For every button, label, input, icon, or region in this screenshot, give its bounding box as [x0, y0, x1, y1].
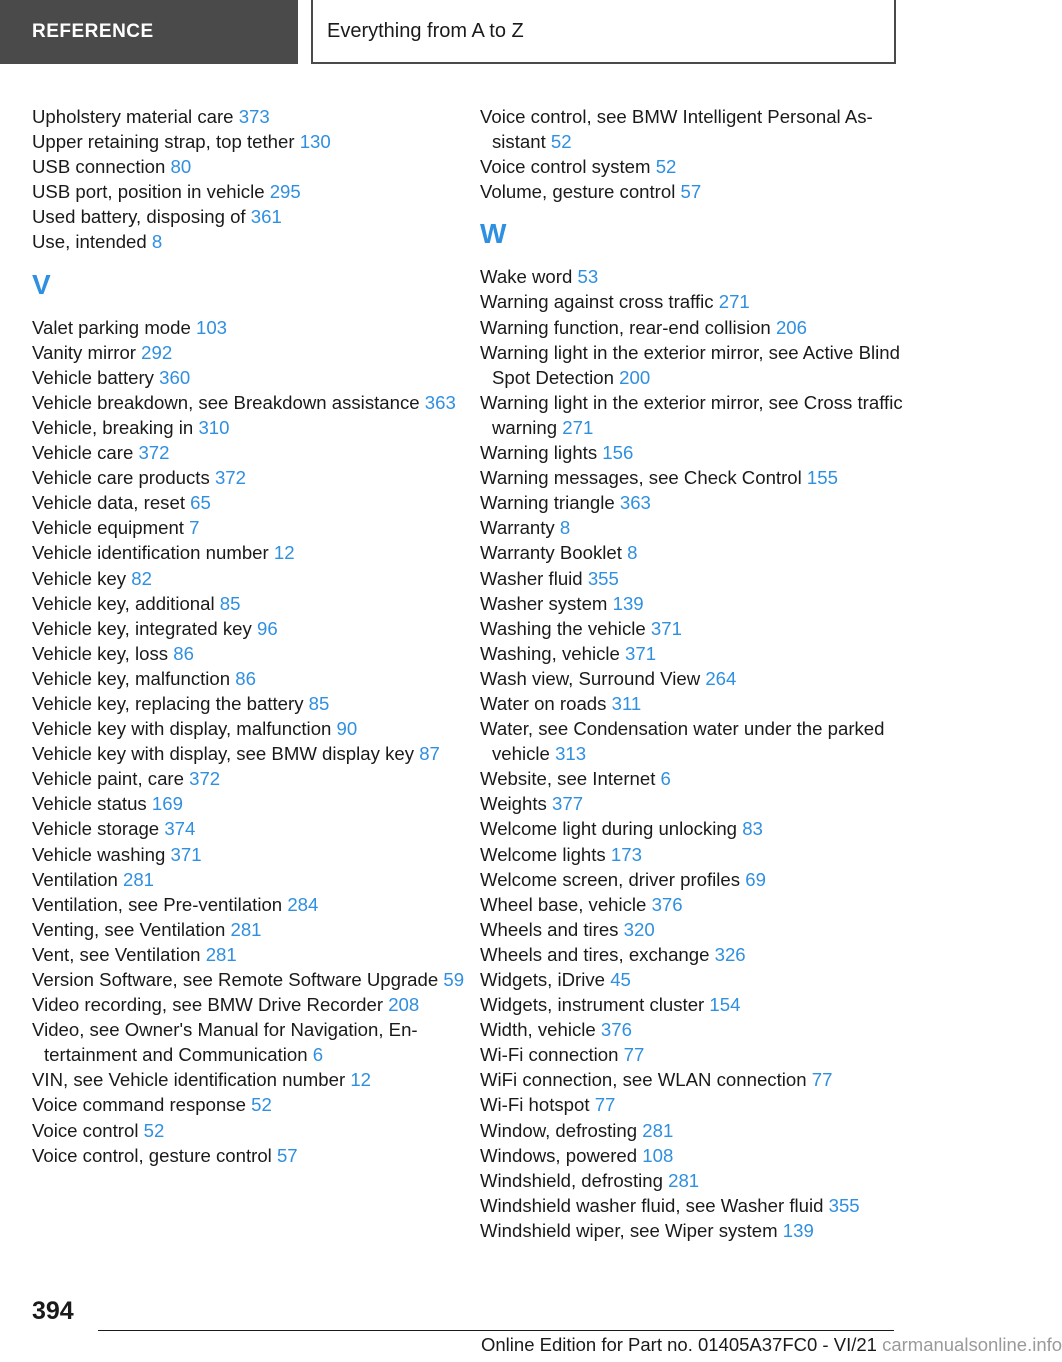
index-entry [480, 766, 920, 791]
index-page-link[interactable]: 271 [562, 416, 594, 438]
index-page-link[interactable]: 52 [251, 1094, 272, 1116]
index-entry-term: Vehicle key with display, see BMW display key [32, 743, 415, 765]
index-entry [480, 1168, 920, 1193]
index-entry-term: Warning function, rear-end collision [480, 316, 771, 338]
index-page-link[interactable]: 281 [230, 918, 262, 940]
index-page-link[interactable]: 86 [235, 667, 256, 689]
index-entry-term: Vehicle storage [32, 818, 160, 840]
index-page-link[interactable]: 281 [122, 868, 155, 890]
index-entry [480, 1218, 920, 1243]
index-entry-term: Use, intended [32, 231, 147, 253]
index-entry [480, 867, 920, 892]
index-page-link[interactable]: 108 [642, 1144, 674, 1166]
index-entry-term: Wheel base, vehicle [480, 893, 647, 915]
index-page-link[interactable]: 85 [308, 692, 330, 714]
index-entry-term: Washing the vehicle [480, 617, 646, 639]
index-page-link[interactable]: 284 [287, 893, 319, 915]
index-entry-term: Water, see Condensation water under the parked vehicle [480, 718, 885, 765]
index-entry-term: Washing, vehicle [480, 642, 620, 664]
index-entry [32, 741, 472, 766]
index-page-link[interactable]: 281 [642, 1119, 674, 1141]
index-page-link[interactable]: 295 [269, 181, 301, 203]
index-entry [480, 791, 920, 816]
edition-text: Online Edition for Part no. 01405A37FC0 - VI/21 [481, 1334, 877, 1355]
index-entry-term: Vehicle key, replacing the battery [32, 692, 304, 714]
section-label: REFERENCE [32, 21, 154, 42]
index-entry-term: Vehicle battery [32, 366, 154, 388]
index-entry [480, 992, 920, 1017]
index-entry-term: Version Software, see Remote Software Upgrade [32, 969, 439, 990]
index-entry [32, 566, 472, 591]
chapter-title: Everything from A to Z [327, 19, 524, 42]
index-entry-term: Vehicle key [32, 567, 127, 589]
index-page-link[interactable]: 377 [552, 793, 584, 815]
index-entry [32, 440, 472, 465]
index-page-link[interactable]: 139 [612, 592, 644, 614]
index-page-link[interactable]: 82 [131, 567, 152, 589]
index-entry [32, 365, 472, 390]
index-page-link[interactable]: 363 [619, 492, 651, 514]
index-entry [32, 942, 472, 967]
index-entry [480, 917, 920, 942]
index-entry [480, 1118, 920, 1143]
index-entry-term: Windshield washer fluid, see Washer fluid [480, 1194, 824, 1216]
index-page-link[interactable]: 264 [705, 667, 737, 689]
index-page-link[interactable]: 326 [714, 943, 746, 965]
index-page-link[interactable]: 77 [811, 1069, 833, 1091]
index-page-link[interactable]: 52 [550, 131, 572, 153]
index-entry [480, 289, 920, 314]
index-page-link[interactable]: 372 [189, 768, 221, 790]
index-entry [480, 264, 920, 289]
index-entry-term: Window, defrosting [480, 1119, 638, 1141]
index-page-link[interactable]: 360 [159, 366, 191, 388]
index-entry-term: Voice command response [32, 1094, 246, 1116]
index-page-link[interactable]: 355 [587, 567, 619, 589]
index-entry [32, 967, 472, 992]
index-entry-term: Voice control system [480, 156, 651, 178]
index-page-link[interactable]: 87 [419, 743, 440, 765]
index-entry [480, 942, 920, 967]
index-entry [32, 1143, 472, 1168]
index-page-link[interactable]: 59 [443, 969, 465, 990]
index-entry [32, 154, 472, 179]
index-page-link[interactable]: 6 [660, 768, 671, 790]
index-page-link[interactable]: 376 [600, 1019, 632, 1041]
index-page-link[interactable]: 372 [214, 467, 246, 489]
index-entry [480, 515, 920, 540]
index-page-link[interactable]: 200 [619, 366, 651, 388]
index-page-link[interactable]: 373 [238, 106, 270, 127]
index-entry [480, 1193, 920, 1218]
index-entry [480, 967, 920, 992]
index-entry [32, 540, 472, 565]
index-page-link[interactable]: 376 [651, 893, 683, 915]
index-entry [32, 1092, 472, 1117]
index-entry [32, 691, 472, 716]
index-entry-term: Welcome screen, driver profiles [480, 868, 741, 890]
index-page-link[interactable]: 271 [718, 291, 750, 313]
index-entry-term: Valet parking mode [32, 316, 191, 338]
index-page-link[interactable]: 156 [602, 442, 634, 464]
index-entry [480, 490, 920, 515]
index-page-link[interactable]: 6 [312, 1044, 324, 1066]
index-entry-term: Wi-Fi hotspot [480, 1094, 590, 1116]
index-entry [32, 104, 472, 129]
index-entry [32, 641, 472, 666]
index-entry [32, 992, 472, 1017]
index-page-link[interactable]: 310 [198, 416, 230, 438]
index-entry [32, 465, 472, 490]
index-page-link[interactable]: 12 [350, 1069, 372, 1091]
index-page-link[interactable]: 139 [782, 1219, 814, 1241]
index-entry-term: Widgets, iDrive [480, 969, 606, 990]
index-page-link[interactable]: 313 [555, 743, 587, 765]
index-page-link[interactable]: 8 [627, 542, 638, 564]
index-page-link[interactable]: 363 [424, 391, 456, 413]
index-page-link[interactable]: 374 [164, 818, 196, 840]
index-entry [480, 1042, 920, 1067]
index-entry-term: Video, see Owner's Manual for Navigation, Entertainment and Communication [32, 1019, 418, 1066]
index-entry [480, 1067, 920, 1092]
index-page-link[interactable]: 96 [256, 617, 278, 639]
index-entry [480, 179, 920, 204]
index-entry [32, 315, 472, 340]
index-entry-term: Wi-Fi connection [480, 1044, 619, 1066]
index-entry [480, 340, 920, 390]
index-entry [480, 641, 920, 666]
index-entry [32, 229, 472, 254]
index-entry [32, 515, 472, 540]
index-entry [32, 816, 472, 841]
index-entry [480, 1143, 920, 1168]
index-entry-term: Width, vehicle [480, 1019, 596, 1041]
index-entry [32, 892, 472, 917]
index-entry [480, 591, 920, 616]
index-letter-heading: V [32, 268, 51, 300]
index-entry [480, 154, 920, 179]
index-page-link[interactable]: 372 [138, 442, 170, 464]
index-entry [480, 842, 920, 867]
index-entry-term: Voice control [32, 1119, 139, 1141]
index-entry-term: Wake word [480, 266, 573, 288]
index-entry-term: Vehicle care products [32, 467, 210, 489]
index-page-link[interactable]: 130 [299, 131, 331, 153]
index-page-link[interactable]: 208 [388, 994, 420, 1016]
index-entry [32, 415, 472, 440]
footer-edition [481, 1334, 1062, 1356]
index-page-link[interactable]: 8 [559, 517, 571, 539]
index-entry-term: Voice control, gesture control [32, 1144, 272, 1166]
watermark-text: carmanualsonline.info [882, 1334, 1062, 1355]
index-page-link[interactable]: 45 [610, 969, 631, 990]
index-entry-term: Warning light in the exterior mirror, see Active Blind Spot Detection [480, 341, 900, 388]
index-entry [32, 1017, 472, 1067]
index-entry [32, 666, 472, 691]
index-page-link[interactable]: 7 [189, 517, 200, 539]
index-entry-term: Warning against cross traffic [480, 291, 714, 313]
index-page-link[interactable]: 83 [742, 818, 763, 840]
index-entry-term: Vehicle care [32, 442, 134, 464]
index-entry [32, 591, 472, 616]
index-entry-term: Wheels and tires, exchange [480, 943, 710, 965]
index-page-link[interactable]: 355 [828, 1194, 860, 1216]
index-entry-term: Ventilation, see Pre-ventilation [32, 893, 283, 915]
index-entry-term: Vanity mirror [32, 341, 136, 363]
index-page-link[interactable]: 57 [276, 1144, 298, 1166]
index-page-link[interactable]: 361 [250, 206, 282, 228]
index-entry [32, 716, 472, 741]
index-page-link[interactable]: 90 [336, 718, 358, 740]
index-letter-heading: W [480, 218, 507, 250]
index-entry [480, 691, 920, 716]
index-page-link[interactable]: 77 [623, 1044, 645, 1066]
index-column-left [32, 104, 472, 1168]
index-entry-term: Windshield, defrosting [480, 1169, 663, 1191]
index-entry-term: Wash view, Surround View [480, 667, 701, 689]
index-entry [32, 129, 472, 154]
index-entry-term: Welcome light during unlocking [480, 818, 738, 840]
index-page-link[interactable]: 371 [170, 843, 202, 865]
index-page-link[interactable]: 86 [173, 642, 194, 664]
index-entry-term: Vehicle status [32, 793, 147, 815]
index-entry-term: Vehicle, breaking in [32, 416, 194, 438]
index-entry [480, 390, 920, 440]
index-page-link[interactable]: 155 [806, 467, 838, 489]
index-page-link[interactable]: 281 [205, 943, 237, 965]
index-entry-term: Weights [480, 793, 547, 815]
index-page-link[interactable]: 52 [143, 1119, 165, 1141]
index-page-link[interactable]: 173 [610, 843, 642, 865]
index-entry-term: Vehicle washing [32, 843, 166, 865]
index-entry-term: Vehicle key, loss [32, 642, 169, 664]
section-tab [0, 0, 298, 64]
index-entry [32, 791, 472, 816]
index-page-link[interactable]: 292 [141, 341, 173, 363]
index-page-link[interactable]: 57 [680, 181, 702, 203]
index-entry-term: Windshield wiper, see Wiper system [480, 1219, 778, 1241]
index-entry-term: Venting, see Ventilation [32, 918, 226, 940]
index-entry [480, 465, 920, 490]
index-entry [480, 892, 920, 917]
index-entry-term: Warning messages, see Check Control [480, 467, 802, 489]
index-entry-term: Volume, gesture control [480, 181, 676, 203]
index-entry-term: Windows, powered [480, 1144, 638, 1166]
index-entry [32, 1067, 472, 1092]
index-entry-term: VIN, see Vehicle identification number [32, 1069, 346, 1091]
index-entry [32, 842, 472, 867]
index-page-link[interactable]: 80 [170, 156, 192, 178]
index-page-link[interactable]: 52 [655, 156, 677, 178]
index-page-link[interactable]: 371 [625, 642, 657, 664]
index-entry [480, 540, 920, 565]
index-entry-term: Vehicle key, additional [32, 592, 215, 614]
index-page-link[interactable]: 311 [611, 692, 642, 714]
index-entry-term: Warranty Booklet [480, 542, 622, 564]
index-entry-term: Vehicle breakdown, see Breakdown assistance [32, 391, 420, 413]
index-page-link[interactable]: 8 [151, 231, 163, 253]
index-entry [480, 440, 920, 465]
index-page-link[interactable]: 154 [709, 994, 741, 1016]
index-entry [32, 867, 472, 892]
footer-rule [98, 1330, 894, 1331]
index-entry [480, 566, 920, 591]
index-entry-term: Vehicle key, malfunction [32, 667, 231, 689]
index-page-link[interactable]: 371 [650, 617, 682, 639]
index-entry-term: Ventilation [32, 868, 118, 890]
index-entry-term: Welcome lights [480, 843, 606, 865]
index-entry [480, 315, 920, 340]
index-entry [32, 340, 472, 365]
chapter-header [311, 0, 896, 64]
page-number: 394 [32, 1297, 74, 1325]
index-entry-term: Warning triangle [480, 492, 615, 514]
index-page-link[interactable]: 281 [668, 1169, 700, 1191]
index-entry-term: Voice control, see BMW Intelligent Personal Assistant [480, 106, 873, 153]
index-entry [32, 616, 472, 641]
index-entry-term: USB connection [32, 156, 166, 178]
index-entry [480, 1092, 920, 1117]
index-entry-term: Vehicle paint, care [32, 768, 184, 790]
index-entry-term: Vehicle key, integrated key [32, 617, 252, 639]
index-page-link[interactable]: 169 [151, 793, 183, 815]
index-entry-term: Vehicle equipment [32, 517, 184, 539]
index-entry-term: Upholstery material care [32, 106, 234, 127]
index-entry-term: Water on roads [480, 692, 607, 714]
index-entry-term: Widgets, instrument cluster [480, 994, 705, 1016]
index-entry-term: Washer system [480, 592, 608, 614]
index-page-link[interactable]: 103 [196, 316, 228, 338]
index-page-link[interactable]: 12 [273, 542, 295, 564]
index-entry-term: Used battery, disposing of [32, 206, 246, 228]
index-entry-term: Video recording, see BMW Drive Recorder [32, 994, 384, 1016]
index-page-link[interactable]: 320 [623, 918, 655, 940]
index-entry [32, 204, 472, 229]
index-entry [32, 766, 472, 791]
index-entry [32, 390, 472, 415]
index-entry-term: USB port, position in vehicle [32, 181, 265, 203]
index-entry-term: Warranty [480, 517, 555, 539]
index-page-link[interactable]: 206 [775, 316, 807, 338]
index-entry-term: Vehicle identification number [32, 542, 269, 564]
index-page-link[interactable]: 69 [745, 868, 766, 890]
index-entry-term: Washer fluid [480, 567, 583, 589]
index-entry [32, 490, 472, 515]
index-entry [480, 816, 920, 841]
index-entry [32, 1118, 472, 1143]
index-entry-term: Website, see Internet [480, 768, 656, 790]
index-entry [480, 1017, 920, 1042]
index-entry [480, 616, 920, 641]
index-page-link[interactable]: 65 [190, 492, 211, 514]
index-entry [32, 917, 472, 942]
index-entry [480, 716, 920, 766]
index-page-link[interactable]: 85 [219, 592, 241, 614]
index-entry-term: Vehicle key with display, malfunction [32, 718, 332, 740]
index-column-right [480, 104, 920, 1243]
index-entry-term: Vent, see Ventilation [32, 943, 201, 965]
index-page-link[interactable]: 53 [577, 266, 599, 288]
index-entry-term: Warning light in the exterior mirror, see Cross traffic warning [480, 391, 903, 438]
index-entry [480, 104, 920, 154]
index-entry [32, 179, 472, 204]
index-entry-term: Vehicle data, reset [32, 492, 185, 514]
index-entry-term: WiFi connection, see WLAN connection [480, 1069, 807, 1091]
index-entry [480, 666, 920, 691]
index-entry-term: Warning lights [480, 442, 598, 464]
index-entry-term: Wheels and tires [480, 918, 619, 940]
index-entry-term: Upper retaining strap, top tether [32, 131, 295, 153]
index-page-link[interactable]: 77 [594, 1094, 616, 1116]
